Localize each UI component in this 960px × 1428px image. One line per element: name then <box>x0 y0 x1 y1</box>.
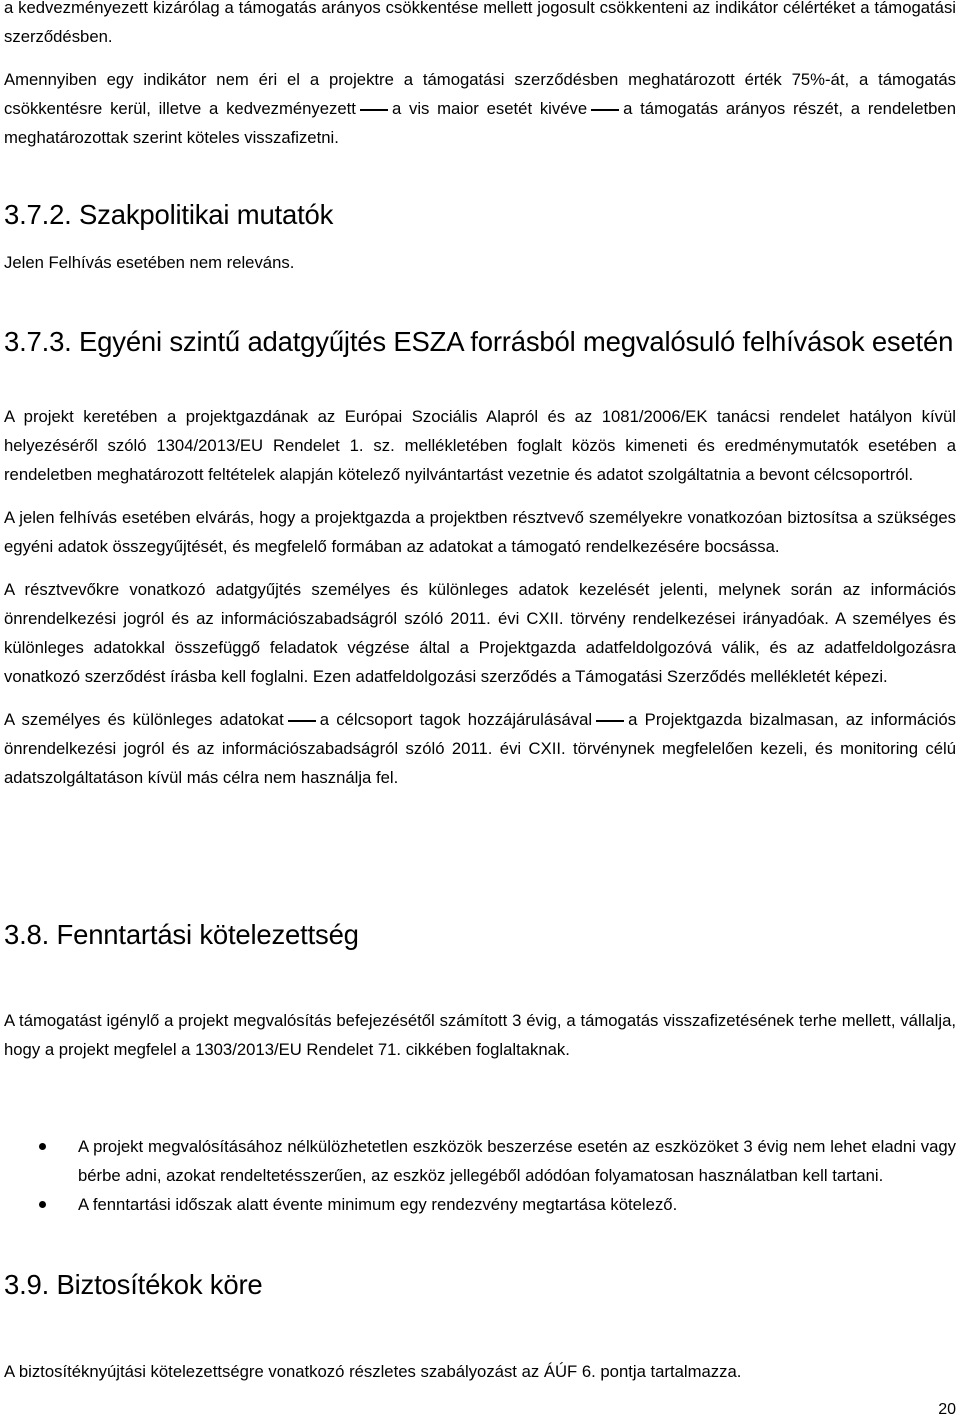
list-item <box>4 1190 956 1219</box>
section-3-8-body <box>4 1006 956 1064</box>
paragraph-4c: a Projektgazda bizalmasan, az információs önrendelkezési jogról és az információszabadságról szóló 2011. évi CXII. törvénynek megfelelően kezeli, és monitoring célú adatszolgáltatáson kívül más célra nem használja fel. <box>4 710 956 787</box>
section-3-7-3-body <box>4 402 956 792</box>
section-3-7-3-paragraph-3: A résztvevőkre vonatkozó adatgyűjtés személyes és különleges adatok kezelését jelenti, melynek során az információs önrendelkezési jogról és az információszabadságról szóló 2011. évi CXII. törvény rendelkezései irányadóak. A személyes és különleges adatokkal összefüggő feladatok végzése által a Projektgazda adatfeldolgozóvá válik, és az adatfeldolgozásra vonatkozó szerződést írásba kell foglalni. Ezen adatfeldolgozási szerződés a Támogatási Szerződés mellékletét képezi. <box>4 580 956 686</box>
intro-paragraph-1: a kedvezményezett kizárólag a támogatás arányos csökkentése mellett jogosult csökkenteni az indikátor célértéket a támogatási szerződésben. <box>4 0 956 46</box>
section-3-7-3-paragraph-4 <box>4 705 956 792</box>
dash-mark <box>360 109 388 111</box>
intro-paragraph-2 <box>4 65 956 152</box>
paragraph-4a: A személyes és különleges adatokat <box>4 710 284 729</box>
dash-mark <box>591 109 619 111</box>
bullet-icon <box>39 1201 46 1208</box>
section-3-7-2-body <box>4 248 956 277</box>
intro-paragraph-2a: Amennyiben egy indikátor nem éri el a projektre a támogatási szerződésben meghatározott érték 75%-át, a támogatás csökkentésre kerül, illetve a kedvezményezett <box>4 70 956 118</box>
list-item-text: A fenntartási időszak alatt évente minimum egy rendezvény megtartása kötelező. <box>78 1195 678 1214</box>
list-item <box>4 1132 956 1190</box>
section-3-8-paragraph-1: A támogatást igénylő a projekt megvalósítás befejezésétől számított 3 évig, a támogatás visszafizetésének terhe mellett, vállalja, hogy a projekt megfelel a 1303/2013/EU Rendelet 71. cikkében foglaltaknak. <box>4 1011 956 1059</box>
heading-3-7-2: 3.7.2. Szakpolitikai mutatók <box>4 199 334 230</box>
section-3-7-3-paragraph-2: A jelen felhívás esetében elvárás, hogy a projektgazda a projektben résztvevő személyekre vonatkozóan biztosítsa a szükséges egyéni adatok összegyűjtését, és megfelelő formában az adatokat a támogató rendelkezésére bocsássa. <box>4 508 956 556</box>
dash-mark <box>596 720 624 722</box>
dash-mark <box>288 720 316 722</box>
heading-3-7-3: 3.7.3. Egyéni szintű adatgyűjtés ESZA forrásból megvalósuló felhívások esetén <box>4 326 954 357</box>
list-item-text: A projekt megvalósításához nélkülözhetetlen eszközök beszerzése esetén az eszközöket 3 évig nem lehet eladni vagy bérbe adni, azokat rendeltetésszerűen, az eszköz jellegéből adódóan folyamatosan használatban kell tartani. <box>78 1137 956 1185</box>
section-3-9-body <box>4 1357 956 1386</box>
intro-paragraph-2c: a támogatás arányos részét, a rendeletben meghatározottak szerint köteles visszafizetni. <box>4 99 956 147</box>
intro-paragraph-2b: a vis maior esetét kivéve <box>391 99 588 118</box>
page-number: 20 <box>938 1401 956 1418</box>
paragraph-4b: a célcsoport tagok hozzájárulásával <box>319 710 593 729</box>
section-3-9-paragraph-1: A biztosítéknyújtási kötelezettségre vonatkozó részletes szabályozást az ÁÚF 6. pontja tartalmazza. <box>4 1362 742 1381</box>
bullet-icon <box>39 1143 46 1150</box>
heading-3-8: 3.8. Fenntartási kötelezettség <box>4 919 359 950</box>
maintenance-bullet-list <box>4 1132 956 1219</box>
section-3-7-2-text: Jelen Felhívás esetében nem releváns. <box>4 253 295 272</box>
heading-3-9: 3.9. Biztosítékok köre <box>4 1269 263 1300</box>
section-3-7-3-paragraph-1: A projekt keretében a projektgazdának az Európai Szociális Alapról és az 1081/2006/EK tanácsi rendelet hatályon kívül helyezéséről szóló 1304/2013/EU Rendelet 1. sz. mellékletében foglalt közös kimeneti és eredménymutatók esetében a rendeletben meghatározott feltételek alapján kötelező nyilvántartást vezetnie és adatot szolgáltatnia a bevont célcsoportról. <box>4 407 956 484</box>
intro-section <box>4 0 956 152</box>
